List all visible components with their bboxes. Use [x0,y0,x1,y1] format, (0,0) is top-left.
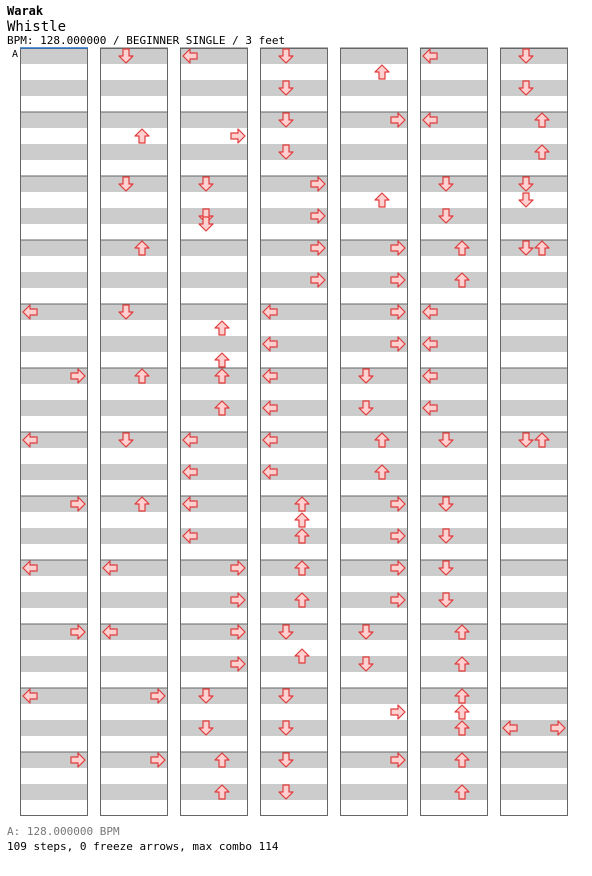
beat-stripe [180,720,248,736]
beat-stripe [340,368,408,384]
beat-stripe [260,720,328,736]
beat-stripe [260,496,328,512]
beat-stripe [260,592,328,608]
beat-stripe [100,784,168,800]
beat-stripe [100,208,168,224]
beat-stripe [500,688,568,704]
beat-stripe [20,208,88,224]
beat-stripe [20,144,88,160]
chart-column [180,48,248,816]
beat-stripe [180,784,248,800]
beat-stripe [180,272,248,288]
beat-stripe [100,80,168,96]
beat-stripe [100,304,168,320]
beat-stripe [260,560,328,576]
beat-stripe [100,720,168,736]
beat-stripe [180,336,248,352]
beat-stripe [20,464,88,480]
beat-stripe [420,720,488,736]
beat-stripe [500,528,568,544]
beat-stripe [420,496,488,512]
beat-stripe [20,336,88,352]
bpm-marker-label: A [12,49,19,60]
beat-stripe [260,624,328,640]
beat-stripe [20,240,88,256]
chart-info: BPM: 128.000000 / BEGINNER SINGLE / 3 feet [7,34,286,47]
beat-stripe [100,496,168,512]
bpm-legend: A: 128.000000 BPM [7,825,120,838]
beat-stripe [420,592,488,608]
beat-stripe [500,368,568,384]
beat-stripe [500,112,568,128]
beat-stripe [500,176,568,192]
beat-stripe [500,208,568,224]
beat-stripe [500,560,568,576]
beat-stripe [500,240,568,256]
beat-stripe [260,656,328,672]
beat-stripe [100,592,168,608]
beat-stripe [180,304,248,320]
beat-stripe [420,144,488,160]
beat-stripe [500,624,568,640]
beat-stripe [420,528,488,544]
beat-stripe [420,432,488,448]
beat-stripe [20,48,88,64]
beat-stripe [500,592,568,608]
beat-stripe [20,656,88,672]
beat-stripe [420,624,488,640]
beat-stripe [260,784,328,800]
beat-stripe [100,112,168,128]
beat-stripe [420,688,488,704]
beat-stripe [500,784,568,800]
beat-stripe [500,304,568,320]
up-arrow-icon [375,193,389,207]
beat-stripe [260,528,328,544]
right-arrow-icon [391,705,405,719]
up-arrow-icon [455,705,469,719]
beat-stripe [340,688,408,704]
beat-stripe [340,80,408,96]
beat-stripe [500,48,568,64]
beat-stripe [340,656,408,672]
artist-name: Warak [7,4,44,18]
chart-column [500,48,568,816]
beat-stripe [340,720,408,736]
beat-stripe [420,240,488,256]
beat-stripe [420,208,488,224]
beat-stripe [100,528,168,544]
beat-stripe [340,624,408,640]
beat-stripe [500,752,568,768]
beat-stripe [100,656,168,672]
beat-stripe [180,688,248,704]
beat-stripe [180,240,248,256]
right-arrow-icon [231,129,245,143]
beat-stripe [500,656,568,672]
beat-stripe [340,144,408,160]
beat-stripe [180,400,248,416]
song-title: Whistle [7,19,67,35]
beat-stripe [100,240,168,256]
beat-stripe [20,272,88,288]
beat-stripe [20,176,88,192]
beat-stripe [420,80,488,96]
beat-stripe [20,112,88,128]
beat-stripe [180,208,248,224]
up-arrow-icon [215,353,229,367]
beat-stripe [340,208,408,224]
beat-stripe [420,176,488,192]
beat-stripe [100,144,168,160]
beat-stripe [260,48,328,64]
beat-stripe [260,688,328,704]
beat-stripe [260,752,328,768]
beat-stripe [100,400,168,416]
beat-stripe [500,496,568,512]
beat-stripe [340,784,408,800]
beat-stripe [420,560,488,576]
beat-stripe [100,432,168,448]
beat-stripe [340,400,408,416]
beat-stripe [180,80,248,96]
chart-column [420,48,488,816]
beat-stripe [100,464,168,480]
beat-stripe [420,784,488,800]
beat-stripe [180,368,248,384]
beat-stripe [180,176,248,192]
beat-stripe [420,464,488,480]
beat-stripe [100,48,168,64]
beat-stripe [20,784,88,800]
step-stats: 109 steps, 0 freeze arrows, max combo 114 [7,840,279,853]
beat-stripe [500,464,568,480]
up-arrow-icon [135,129,149,143]
beat-stripe [20,592,88,608]
chart-column [260,48,328,816]
up-arrow-icon [215,321,229,335]
beat-stripe [500,144,568,160]
down-arrow-icon [519,193,533,207]
beat-stripe [340,48,408,64]
beat-stripe [420,656,488,672]
beat-stripe [340,464,408,480]
beat-stripe [260,112,328,128]
beat-stripe [260,144,328,160]
beat-stripe [20,80,88,96]
beat-stripe [500,272,568,288]
beat-stripe [180,752,248,768]
beat-stripe [180,112,248,128]
beat-stripe [500,80,568,96]
beat-stripe [100,176,168,192]
beat-stripe [420,272,488,288]
beat-stripe [100,336,168,352]
beat-stripe [180,144,248,160]
beat-stripe [500,432,568,448]
beat-stripe [420,752,488,768]
beat-stripe [20,528,88,544]
beat-stripe [20,400,88,416]
beat-stripe [500,400,568,416]
beat-stripe [340,176,408,192]
beat-stripe [500,336,568,352]
beat-stripe [20,720,88,736]
up-arrow-icon [295,513,309,527]
beat-stripe [260,80,328,96]
chart-column [340,48,408,816]
beat-stripe [100,272,168,288]
beat-stripe [100,368,168,384]
up-arrow-icon [375,65,389,79]
beat-stripe [340,432,408,448]
